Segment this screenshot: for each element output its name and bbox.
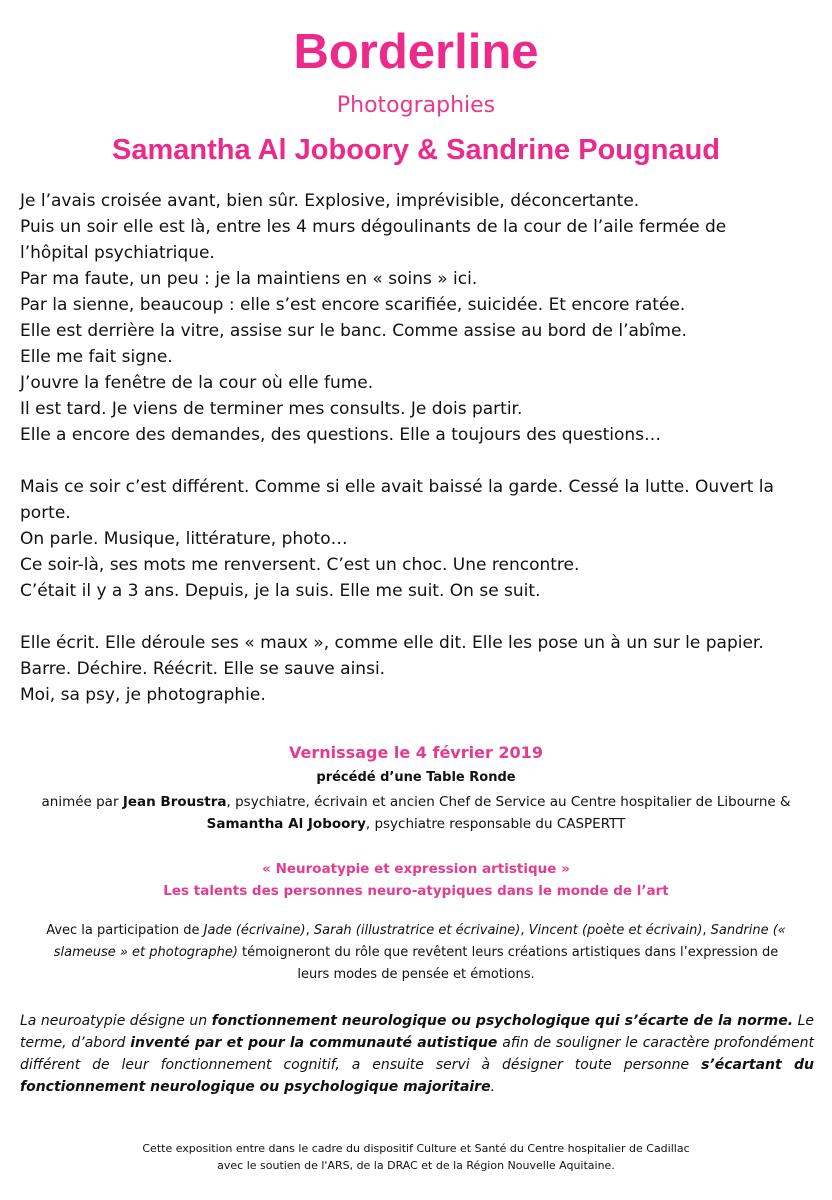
vernissage-date: Vernissage le 4 février 2019 (289, 743, 543, 762)
footer-credits (0, 1140, 832, 1174)
poem-line: Elle est derrière la vitre, assise sur le banc. Comme assise au bord de l’abîme. (20, 321, 687, 341)
neuroatypie-definition (20, 1010, 814, 1098)
separator: , (305, 923, 314, 938)
moderators-suffix: , psychiatre responsable du CASPERTT (365, 816, 626, 832)
poem-line: Par la sienne, beaucoup : elle s’est encore scarifiée, suicidée. Et encore ratée. (20, 295, 686, 315)
poem-stanza-3 (20, 630, 820, 708)
participants-suffix: témoigneront du rôle que revêtent leurs créations artistiques dans l’expression de leurs modes de pensée et émotions. (237, 945, 779, 982)
poem-line: On parle. Musique, littérature, photo… (20, 529, 348, 549)
poem-line: C’était il y a 3 ans. Depuis, je la suis. Elle me suit. On se suit. (20, 581, 541, 601)
poem-line: Il est tard. Je viens de terminer mes consults. Je dois partir. (20, 399, 523, 419)
round-table-theme (0, 858, 832, 902)
poem-line: Puis un soir elle est là, entre les 4 murs dégoulinants de la cour de l’aile fermée de (20, 217, 727, 237)
moderators-prefix: animée par (41, 794, 123, 810)
page-subtitle: Photographies (336, 93, 496, 118)
poem-line: Elle écrit. Elle déroule ses « maux », comme elle dit. Elle les pose un à un sur le papier. (20, 633, 764, 653)
poem-line: J’ouvre la fenêtre de la cour où elle fume. (20, 373, 374, 393)
participant-vincent: Vincent (poète et écrivain) (528, 923, 703, 938)
theme-title: « Neuroatypie et expression artistique » (262, 861, 570, 877)
moderators-text (30, 791, 802, 835)
poem-line: Moi, sa psy, je photographie. (20, 685, 266, 705)
separator: , (702, 923, 711, 938)
participant-sandrine: Sandrine (« slameuse » et photographe) (53, 923, 786, 960)
stanza-gap (20, 604, 820, 630)
footer-line: avec le soutien de l'ARS, de la DRAC et de la Région Nouvelle Aquitaine. (217, 1159, 615, 1172)
page-title: Borderline (293, 25, 539, 79)
participant-jade: Jade (écrivaine) (203, 923, 306, 938)
poem-text (20, 188, 820, 708)
moderator-name-1: Jean Broustra (122, 794, 227, 810)
theme-subtitle: Les talents des personnes neuro-atypiques dans le monde de l’art (163, 883, 669, 899)
definition-text: La neuroatypie désigne un (20, 1013, 212, 1029)
definition-emphasis: fonctionnement neurologique ou psychologique qui s’écarte de la norme. (211, 1013, 794, 1029)
moderators-mid: , psychiatre, écrivain et ancien Chef de Service au Centre hospitalier de Libourne & (226, 794, 791, 810)
footer-line: Cette exposition entre dans le cadre du dispositif Culture et Santé du Centre hospitalier de Cadillac (142, 1142, 690, 1155)
poem-line: porte. (20, 503, 71, 523)
definition-emphasis: s’écartant du fonctionnement neurologique ou psychologique majoritaire (20, 1057, 814, 1095)
poem-line: Ce soir-là, ses mots me renversent. C’est un choc. Une rencontre. (20, 555, 580, 575)
poem-line: Par ma faute, un peu : je la maintiens en « soins » ici. (20, 269, 478, 289)
poem-line: Barre. Déchire. Réécrit. Elle se sauve ainsi. (20, 659, 386, 679)
poem-line: l’hôpital psychiatrique. (20, 243, 215, 263)
poem-line: Elle a encore des demandes, des questions. Elle a toujours des questions… (20, 425, 662, 445)
stanza-gap (20, 448, 820, 474)
separator: , (520, 923, 529, 938)
participant-sarah: Sarah (illustratrice et écrivaine) (313, 923, 521, 938)
definition-emphasis: inventé par et pour la communauté autistique (130, 1035, 498, 1051)
definition-text: afin de souligner le caractère profondément différent de leur fonctionnement cognitif, a ensuite servi à désigner toute personne (20, 1035, 814, 1073)
definition-text: . (490, 1079, 496, 1095)
poem-line: Elle me fait signe. (20, 347, 173, 367)
artists-heading: Samantha Al Joboory & Sandrine Pougnaud (112, 134, 720, 166)
poem-stanza-1 (20, 188, 820, 448)
poem-line: Mais ce soir c’est différent. Comme si elle avait baissé la garde. Cessé la lutte. Ouvert la (20, 477, 774, 497)
participants-prefix: Avec la participation de (46, 923, 204, 938)
poem-line: Je l’avais croisée avant, bien sûr. Explosive, imprévisible, déconcertante. (20, 191, 640, 211)
poem-stanza-2 (20, 474, 820, 604)
table-ronde-heading: précédé d’une Table Ronde (316, 770, 516, 785)
definition-text: Le terme, d’abord (20, 1013, 814, 1051)
participants-text (40, 920, 792, 986)
moderator-name-2: Samantha Al Joboory (206, 816, 366, 832)
